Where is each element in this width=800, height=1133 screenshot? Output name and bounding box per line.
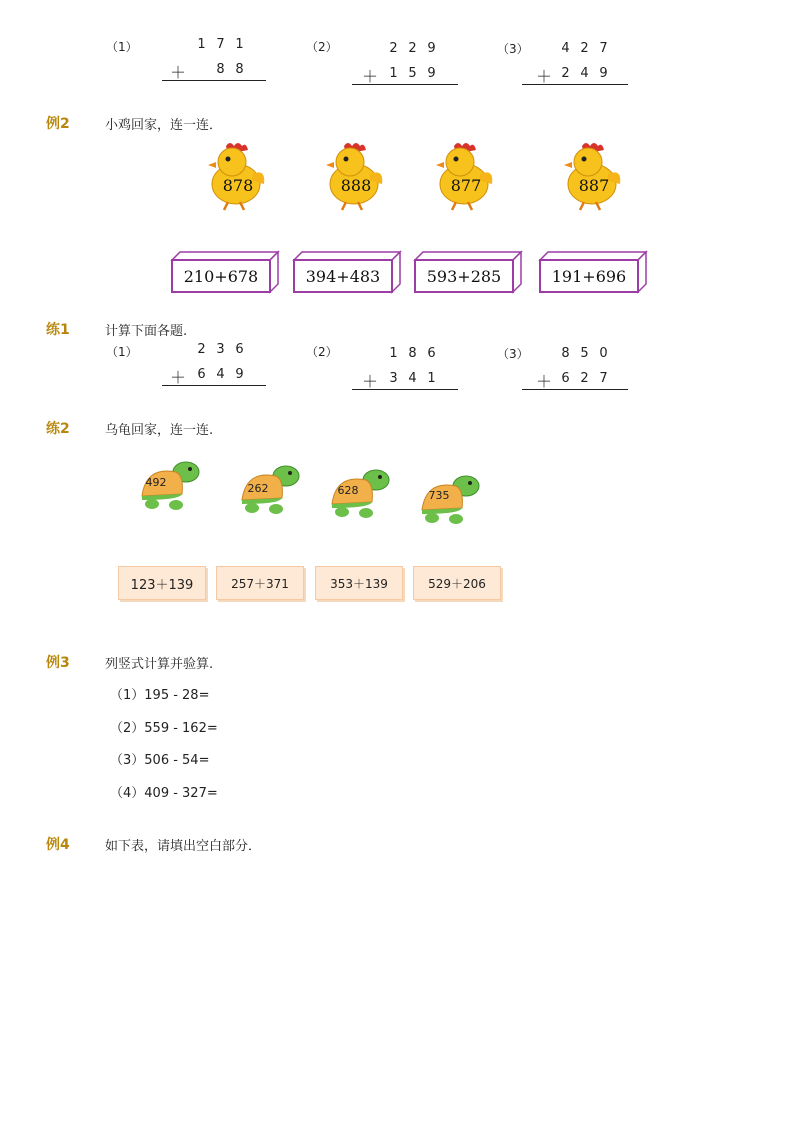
problem-3-top: 4 2 7	[561, 41, 608, 56]
problem-3-top: 8 5 0	[561, 346, 608, 361]
plus-sign: ＋	[362, 67, 379, 86]
problem-2-top: 2 2 9	[389, 41, 436, 56]
turtle-card-2[interactable]: 257＋371	[216, 566, 304, 600]
chick-number: 878	[222, 176, 254, 195]
turtle-card-1[interactable]: 123＋139	[118, 566, 206, 600]
sum-line	[522, 84, 628, 85]
chick-878[interactable]	[204, 140, 268, 212]
turtle-number: 492	[145, 476, 167, 489]
turtle-735[interactable]	[418, 472, 484, 528]
chick-number: 888	[340, 176, 372, 195]
problem-1-label: （1）	[106, 40, 138, 54]
turtle-262[interactable]	[238, 462, 304, 518]
sum-line	[162, 385, 266, 386]
problem-3-bottom: 6 2 7	[561, 371, 608, 386]
plus-sign: ＋	[536, 372, 553, 391]
problem-1-top: 1 7 1	[197, 37, 244, 52]
practice-1-instruction: 计算下面各题.	[105, 324, 188, 339]
house-box-4[interactable]	[536, 250, 648, 294]
house-box-2[interactable]	[290, 250, 402, 294]
question-1: （1）195 - 28=	[110, 688, 210, 703]
problem-3-label: （3）	[497, 42, 529, 56]
house-expression: 394+483	[305, 266, 381, 286]
turtle-number: 735	[428, 489, 450, 502]
sum-line	[352, 84, 458, 85]
problem-2-bottom: 1 5 9	[389, 66, 436, 81]
example-3-instruction: 列竖式计算并验算.	[105, 657, 214, 672]
turtle-number: 262	[247, 482, 269, 495]
house-expression: 191+696	[551, 266, 627, 286]
plus-sign: ＋	[536, 67, 553, 86]
turtle-card-4[interactable]: 529＋206	[413, 566, 501, 600]
question-4: （4）409 - 327=	[110, 786, 218, 801]
plus-sign: ＋	[362, 372, 379, 391]
problem-1-bottom: 6 4 9	[197, 367, 244, 382]
problem-1-top: 2 3 6	[197, 342, 244, 357]
turtle-492[interactable]	[138, 458, 204, 514]
plus-sign: ＋	[170, 368, 187, 387]
example-3-tag: 例3	[46, 655, 70, 671]
house-expression: 210+678	[183, 266, 259, 286]
practice-1-tag: 练1	[46, 322, 70, 338]
problem-3-bottom: 2 4 9	[561, 66, 608, 81]
sum-line	[522, 389, 628, 390]
practice-2-tag: 练2	[46, 421, 70, 437]
problem-3-label: （3）	[497, 347, 529, 361]
problem-1-label: （1）	[106, 345, 138, 359]
problem-2-top: 1 8 6	[389, 346, 436, 361]
example-2-instruction: 小鸡回家，连一连．	[105, 118, 223, 133]
chick-888[interactable]	[322, 140, 386, 212]
question-3: （3）506 - 54=	[110, 753, 210, 768]
chick-number: 887	[578, 176, 610, 195]
practice-2-instruction: 乌龟回家，连一连.	[105, 423, 214, 438]
example-4-tag: 例4	[46, 837, 70, 853]
chick-number: 877	[450, 176, 482, 195]
house-expression: 593+285	[426, 266, 502, 286]
sum-line	[162, 80, 266, 81]
problem-2-bottom: 3 4 1	[389, 371, 436, 386]
sum-line	[352, 389, 458, 390]
chick-877[interactable]	[432, 140, 496, 212]
example-4-instruction: 如下表，请填出空白部分．	[105, 839, 262, 854]
house-box-1[interactable]	[168, 250, 280, 294]
problem-2-label: （2）	[306, 40, 338, 54]
turtle-628[interactable]	[328, 466, 394, 522]
house-box-3[interactable]	[411, 250, 523, 294]
plus-sign: ＋	[170, 63, 187, 82]
example-2-tag: 例2	[46, 116, 70, 132]
turtle-card-3[interactable]: 353＋139	[315, 566, 403, 600]
turtle-number: 628	[337, 484, 359, 497]
question-2: （2）559 - 162=	[110, 721, 218, 736]
problem-1-bottom: 8 8	[216, 62, 244, 77]
chick-887[interactable]	[560, 140, 624, 212]
problem-2-label: （2）	[306, 345, 338, 359]
